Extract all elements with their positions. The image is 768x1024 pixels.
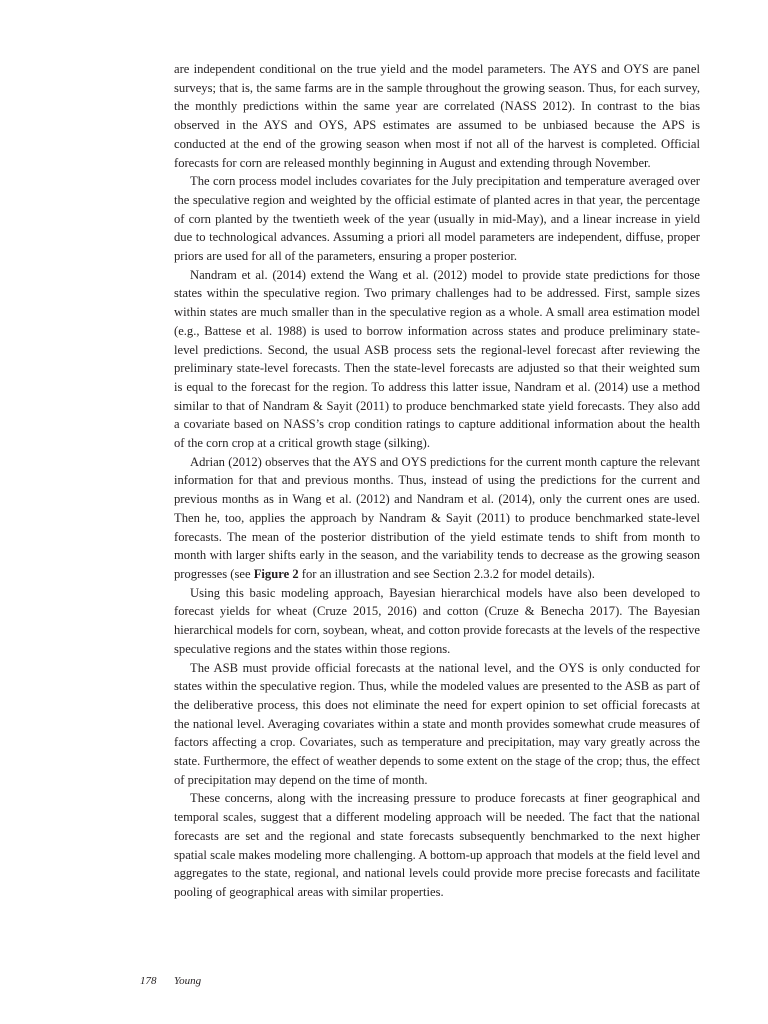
paragraph-2: The corn process model includes covariates for the July precipitation and temperature averaged over the speculative region and weighted by the official estimate of planted acres in that year, the percentage of corn planted by the twentieth week of the year (usually in mid-May), and a linear increase in yield due to technological advances. Assuming a priori all model parameters are independent, diffuse, proper priors are used for all of the parameters, ensuring a proper posterior. (174, 174, 700, 264)
paragraph-4-text-after: for an illustration and see Section 2.3.2 for model details). (298, 566, 595, 581)
paragraph-1: are independent conditional on the true yield and the model parameters. The AYS and OYS are panel surveys; that is, the same farms are in the sample throughout the growing season. Thus, for each survey, the monthly predictions within the same year are correlated (NASS 2012). In contrast to the bias observed in the AYS and OYS, APS estimates are assumed to be unbiased because the APS is conducted at the end of the growing season when most if not all of the harvest is completed. Official forecasts for corn are released monthly beginning in August and extending through November. (174, 62, 700, 170)
paragraph-5: Using this basic modeling approach, Bayesian hierarchical models have also been developed to forecast yields for wheat (Cruze 2015, 2016) and cotton (Cruze & Benecha 2017). The Bayesian hierarchical models for corn, soybean, wheat, and cotton provide forecasts at the levels of the respective speculative regions and the states within those regions. (174, 585, 700, 656)
paragraph-3: Nandram et al. (2014) extend the Wang et al. (2012) model to provide state predictions for those states within the speculative region. Two primary challenges had to be addressed. First, sample sizes within states are much smaller than in the speculative region as a whole. A small area estimation model (e.g., Battese et al. 1988) is used to borrow information across states and produce preliminary state-level predictions. Second, the usual ASB process sets the regional-level forecast after reviewing the preliminary state-level forecasts. Then the state-level forecasts are adjusted so that their weighted sum is equal to the forecast for the region. To address this latter issue, Nandram et al. (2014) use a method similar to that of Nandram & Sayit (2011) to produce benchmarked state yield forecasts. They also add a covariate based on NASS’s crop condition ratings to capture additional information about the health of the corn crop at a critical growth stage (silking). (174, 267, 700, 451)
running-head: Young (174, 975, 202, 987)
figure-2-reference: Figure 2 (253, 566, 299, 581)
paragraph-4-text-before: Adrian (2012) observes that the AYS and OYS predictions for the current month capture the relevant information for that and previous months. Thus, instead of using the predictions for the current and previous months as in Wang et al. (2012) and Nandram et al. (2014), only the current ones are used. Then he, too, applies the approach by Nandram & Sayit (2011) to produce benchmarked state-level forecasts. The mean of the posterior distribution of the yield estimate tends to shift from month to month with larger shifts early in the season, and the variability tends to decrease as the growing season progresses (see (174, 454, 700, 581)
page-body (174, 60, 700, 902)
page-number: 178 (140, 975, 157, 987)
paragraph-4 (174, 453, 700, 584)
paragraph-6: The ASB must provide official forecasts at the national level, and the OYS is only conducted for states within the speculative region. Thus, while the modeled values are presented to the ASB as part of the deliberative process, this does not eliminate the need for expert opinion to set official forecasts at the national level. Averaging covariates within a state and month provides somewhat crude measures of factors affecting a crop. Covariates, such as temperature and precipitation, may vary greatly across the state. Furthermore, the effect of weather depends to some extent on the stage of the crop; thus, the effect of precipitation may depend on the time of month. (174, 660, 700, 787)
paragraph-7: These concerns, along with the increasing pressure to produce forecasts at finer geographical and temporal scales, suggest that a different modeling approach will be needed. The fact that the national forecasts are set and the regional and state forecasts subsequently benchmarked to the next higher spatial scale makes modeling more challenging. A bottom-up approach that models at the field level and aggregates to the state, regional, and national levels could provide more precise forecasts and facilitate pooling of geographical areas with similar properties. (174, 791, 700, 899)
page-footer (140, 975, 201, 987)
